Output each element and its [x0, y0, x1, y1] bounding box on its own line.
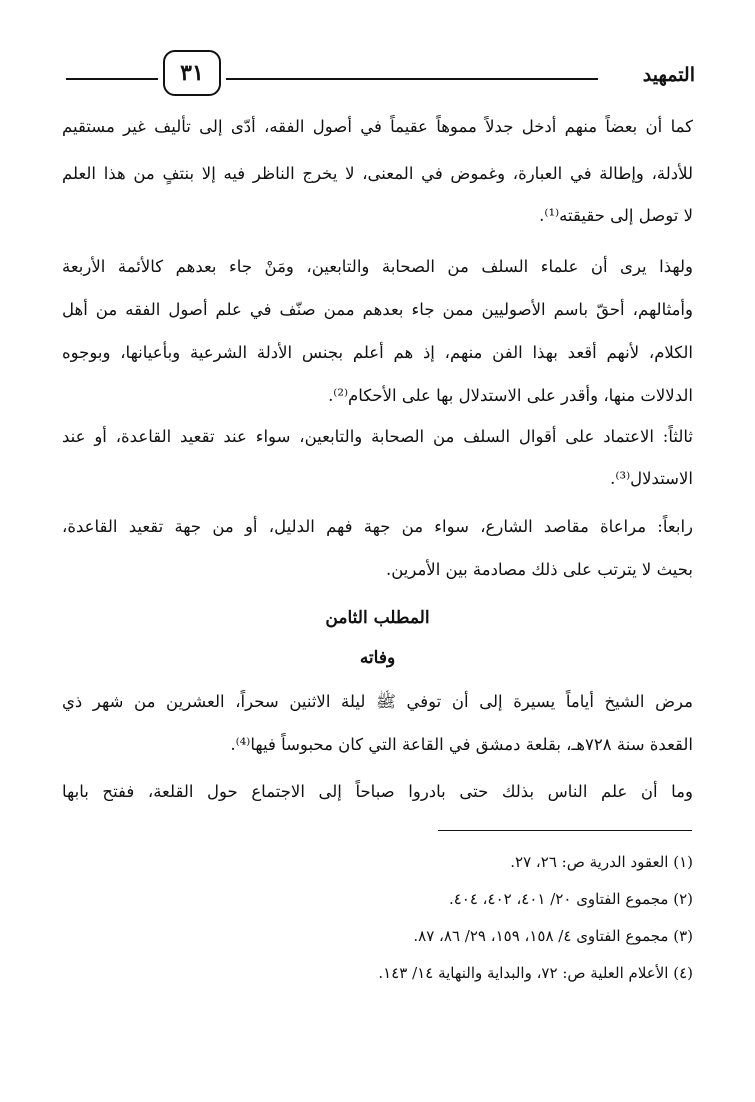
section-subheading: وفاته — [359, 648, 396, 668]
page-number: ٣١ — [180, 60, 204, 86]
paragraph-3-line-1: ثالثاً: الاعتماد على أقوال السلف من الصحابة والتابعين، سواء عند تقعيد القاعدة، أو عند — [62, 427, 693, 446]
header-rule-left — [66, 78, 158, 80]
paragraph-1-line-1: كما أن بعضاً منهم أدخل جدلاً مموهاً عقيماً في أصول الفقه، أدّى إلى تأليف غير مستقيم — [62, 117, 693, 136]
paragraph-5-line-1: مرض الشيخ أياماً يسيرة إلى أن توفي ﷺ ليلة الاثنين سحراً، العشرين من شهر ذي — [62, 692, 693, 711]
paragraph-3-line-2: الاستدلال⁽³⁾. — [610, 469, 693, 488]
header-rule-right — [226, 78, 598, 80]
paragraph-2-line-3: الكلام، لأنهم أقعد بهذا الفن منهم، إذ هم أعلم بجنس الأدلة الشرعية وبأعيانها، وبوجوه — [62, 343, 693, 362]
paragraph-1-line-2: للأدلة، وإطالة في العبارة، وغموض في المعنى، لا يخرج الناظر فيه إلا بنتفٍ من هذا العلم — [62, 164, 693, 183]
footnote-1: (١) العقود الدرية ص: ٢٦، ٢٧. — [510, 853, 693, 871]
paragraph-4-line-2: بحيث لا يترتب على ذلك مصادمة بين الأمرين. — [385, 560, 693, 579]
paragraph-1-line-3: لا توصل إلى حقيقته⁽¹⁾. — [539, 206, 693, 225]
running-header-title: التمهيد — [642, 64, 695, 86]
paragraph-5-line-2: القعدة سنة ٧٢٨هـ، بقلعة دمشق في القاعة التي كان محبوساً فيها⁽⁴⁾. — [230, 735, 693, 754]
paragraph-2-line-1: ولهذا يرى أن علماء السلف من الصحابة والتابعين، ومَنْ جاء بعدهم كالأئمة الأربعة — [62, 257, 693, 276]
section-heading: المطلب الثامن — [325, 608, 430, 628]
footnote-2: (٢) مجموع الفتاوى ٢٠/ ٤٠١، ٤٠٢، ٤٠٤. — [448, 890, 693, 908]
paragraph-4-line-1: رابعاً: مراعاة مقاصد الشارع، سواء من جهة فهم الدليل، أو من جهة تقعيد القاعدة، — [62, 517, 693, 536]
page-number-badge — [163, 50, 221, 96]
footnote-separator — [438, 830, 692, 831]
footnote-3: (٣) مجموع الفتاوى ٤/ ١٥٨، ١٥٩، ٢٩/ ٨٦، ٨٧. — [413, 927, 693, 945]
paragraph-2-line-4: الدلالات منها، وأقدر على الاستدلال بها على الأحكام⁽²⁾. — [328, 386, 693, 405]
paragraph-2-line-2: وأمثالهم، أحقّ باسم الأصوليين ممن جاء بعدهم ممن صنّف في علم أصول الفقه من أهل — [62, 300, 693, 319]
footnote-4: (٤) الأعلام العلية ص: ٧٢، والبداية والنهاية ١٤/ ١٤٣. — [378, 964, 693, 982]
paragraph-6-line-1: وما أن علم الناس بذلك حتى بادروا صباحاً إلى الاجتماع حول القلعة، ففتح بابها — [62, 782, 693, 801]
